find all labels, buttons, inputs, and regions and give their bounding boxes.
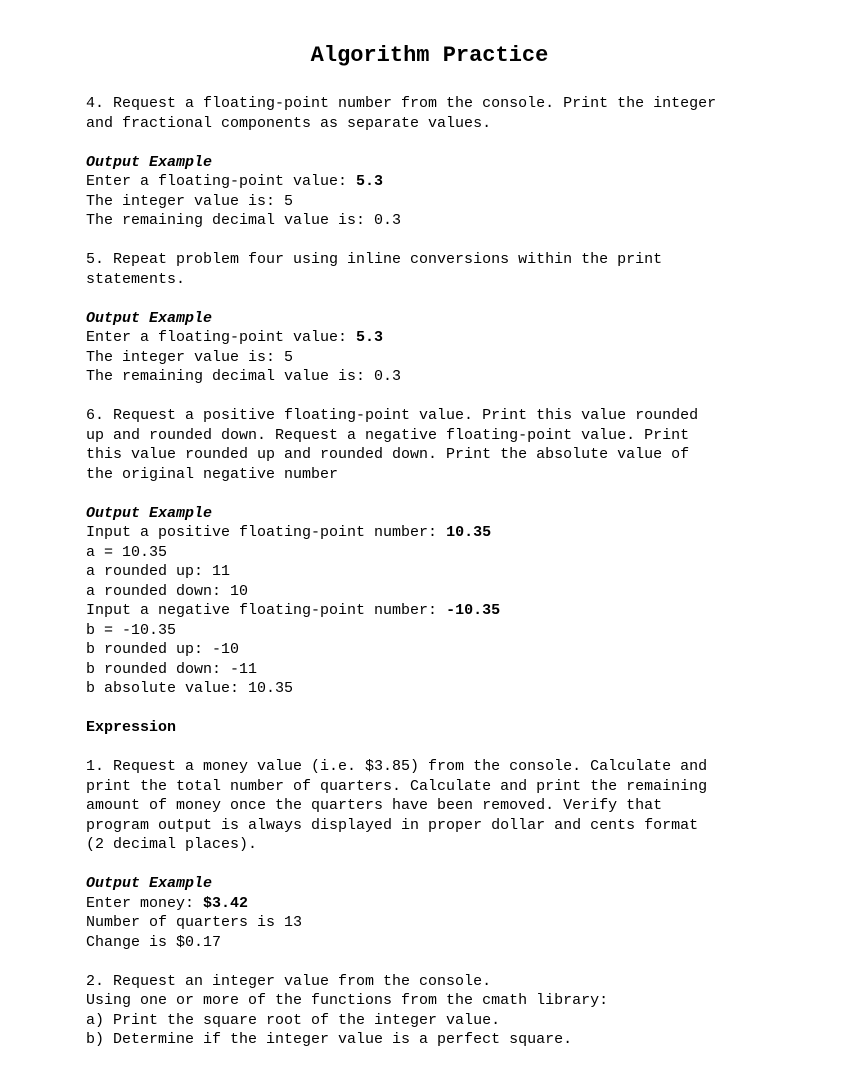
problem-5-line-2: statements. <box>86 270 186 288</box>
example-line: The remaining decimal value is: 0.3 <box>86 212 402 229</box>
example-line <box>86 328 716 348</box>
spacer <box>86 855 716 875</box>
expression-2-line-4: b) Determine if the integer value is a perfect square. <box>86 1031 573 1048</box>
example-line: a = 10.35 <box>86 543 168 561</box>
problem-4-line-2: and fractional components as separate values. <box>86 114 492 132</box>
problem-5-line-1: 5. Repeat problem four using inline conversions within the print <box>86 251 663 268</box>
spacer <box>86 699 716 719</box>
expression-2-line-3: a) Print the square root of the integer value. <box>86 1011 501 1029</box>
problem-6-line-4: the original negative number <box>86 465 339 483</box>
example-line <box>86 601 716 621</box>
output-example-heading: Output Example <box>86 875 213 892</box>
spacer <box>86 387 716 407</box>
example-line: a rounded up: 11 <box>86 563 231 580</box>
example-line <box>86 172 716 192</box>
example-user-input: -10.35 <box>446 602 501 619</box>
example-line: The integer value is: 5 <box>86 192 294 210</box>
output-example-heading: Output Example <box>86 504 213 522</box>
expression-2-line-1: 2. Request an integer value from the console. <box>86 972 492 990</box>
problem-4-line-1: 4. Request a floating-point number from the console. Print the integer <box>86 95 717 112</box>
problem-6-line-1: 6. Request a positive floating-point value. Print this value rounded <box>86 407 699 424</box>
expression-2-line-2: Using one or more of the functions from the cmath library: <box>86 992 609 1009</box>
spacer <box>86 484 716 504</box>
expression-1-line-3: amount of money once the quarters have been removed. Verify that <box>86 797 663 814</box>
example-user-input: 5.3 <box>356 173 384 190</box>
example-line: a rounded down: 10 <box>86 582 249 600</box>
spacer <box>86 952 716 972</box>
example-prompt: Enter a floating-point value: <box>86 329 357 346</box>
example-line: b = -10.35 <box>86 621 177 639</box>
example-prompt: Enter a floating-point value: <box>86 173 357 190</box>
expression-1-line-5: (2 decimal places). <box>86 836 258 853</box>
example-line <box>86 523 716 543</box>
example-user-input: 5.3 <box>356 329 384 346</box>
example-line <box>86 894 716 914</box>
problem-6-line-3: this value rounded up and rounded down. Print the absolute value of <box>86 446 690 463</box>
example-line: b rounded up: -10 <box>86 641 240 658</box>
expression-1-line-4: program output is always displayed in proper dollar and cents format <box>86 816 699 834</box>
example-line: Change is $0.17 <box>86 933 222 951</box>
page-title: Algorithm Practice <box>310 43 549 68</box>
example-user-input: 10.35 <box>446 524 492 541</box>
output-example-heading: Output Example <box>86 309 213 327</box>
spacer <box>86 231 716 251</box>
example-line: Number of quarters is 13 <box>86 914 303 931</box>
example-line: The remaining decimal value is: 0.3 <box>86 368 402 385</box>
spacer <box>86 133 716 153</box>
section-heading-expression: Expression <box>86 719 177 736</box>
example-line: b absolute value: 10.35 <box>86 680 294 697</box>
problem-6-line-2: up and rounded down. Request a negative floating-point value. Print <box>86 426 690 444</box>
expression-1-line-1: 1. Request a money value (i.e. $3.85) from the console. Calculate and <box>86 758 708 775</box>
spacer <box>86 289 716 309</box>
example-line: b rounded down: -11 <box>86 660 258 678</box>
output-example-heading: Output Example <box>86 153 213 171</box>
example-line: The integer value is: 5 <box>86 348 294 366</box>
spacer <box>86 738 716 758</box>
example-prompt: Input a positive floating-point number: <box>86 524 447 541</box>
document-body <box>86 94 716 1050</box>
expression-1-line-2: print the total number of quarters. Calculate and print the remaining <box>86 777 708 795</box>
example-prompt: Enter money: <box>86 894 204 912</box>
example-user-input: $3.42 <box>203 894 249 912</box>
example-prompt: Input a negative floating-point number: <box>86 602 447 619</box>
